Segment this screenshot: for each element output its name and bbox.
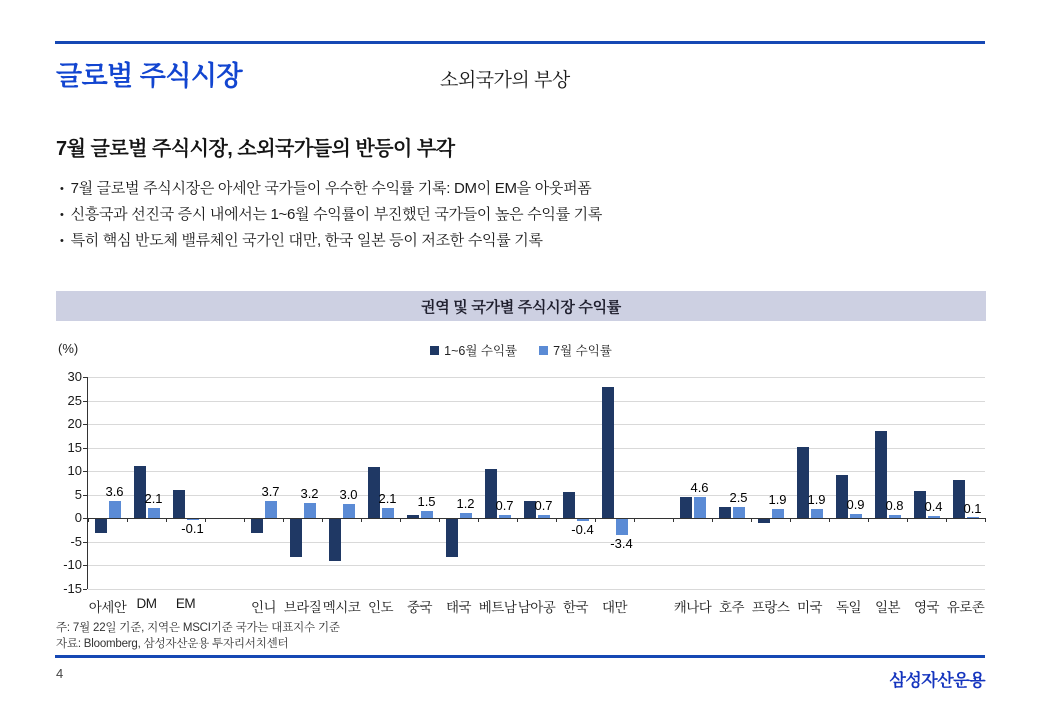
bar-h1-인니 — [251, 519, 263, 533]
bar-h1-프랑스 — [758, 519, 770, 523]
x-axis-label: 베트남 — [478, 600, 517, 615]
data-label: -3.4 — [610, 536, 633, 552]
data-label: 3.0 — [339, 487, 358, 503]
x-axis-tick — [868, 518, 869, 522]
data-label: 0.8 — [885, 497, 904, 513]
x-axis-label: 남아공 — [517, 600, 556, 615]
gridline — [88, 565, 985, 566]
bar-h1-미국 — [797, 447, 809, 518]
x-axis-tick — [595, 518, 596, 522]
y-axis-tick-label: -5 — [70, 533, 82, 549]
x-axis-tick — [361, 518, 362, 522]
data-label: 3.6 — [105, 484, 124, 500]
bar-h1-브라질 — [290, 519, 302, 557]
bar-jul-호주 — [733, 507, 745, 519]
x-axis-label: 호주 — [718, 600, 745, 615]
legend-label: 7월 수익률 — [553, 344, 612, 358]
y-axis-tick — [83, 589, 87, 590]
legend-label: 1~6월 수익률 — [444, 344, 518, 358]
bar-jul-대만 — [616, 519, 628, 535]
y-axis-tick-label: 20 — [67, 416, 82, 432]
page-number: 4 — [56, 666, 64, 681]
bar-jul-아세안 — [109, 501, 121, 518]
data-label: 1.5 — [417, 494, 436, 510]
bar-jul-일본 — [889, 515, 901, 519]
data-label: -0.1 — [181, 520, 204, 536]
chart-legend — [56, 341, 986, 359]
gridline — [88, 424, 985, 425]
bar-jul-태국 — [460, 513, 472, 519]
chart — [56, 335, 986, 620]
y-axis-tick-label: 5 — [74, 486, 82, 502]
x-axis-tick — [712, 518, 713, 522]
x-axis-tick — [751, 518, 752, 522]
x-axis-tick — [634, 518, 635, 522]
bar-h1-EM — [173, 490, 185, 519]
bullet-item — [60, 202, 602, 228]
y-axis-tick-label: 30 — [67, 369, 82, 384]
y-axis-line — [87, 377, 88, 589]
x-axis-tick — [673, 518, 674, 522]
x-axis-label: 인도 — [367, 600, 394, 615]
bullet-list — [60, 176, 602, 254]
bullet-icon: • — [60, 209, 64, 221]
gridline — [88, 401, 985, 402]
data-label: 2.5 — [729, 489, 748, 505]
data-label: 0.9 — [846, 497, 865, 513]
x-axis-label: EM — [175, 596, 196, 611]
x-axis-label: 영국 — [913, 600, 940, 615]
x-axis-tick — [439, 518, 440, 522]
bar-h1-한국 — [563, 492, 575, 518]
data-label: 3.2 — [300, 486, 319, 502]
data-label: 1.9 — [768, 492, 787, 508]
y-axis-tick-label: -10 — [63, 557, 82, 573]
gridline — [88, 589, 985, 590]
y-axis-tick-label: 0 — [74, 510, 82, 526]
data-label: 4.6 — [690, 479, 709, 495]
legend-item-series2 — [539, 341, 612, 359]
bar-h1-중국 — [407, 515, 419, 519]
bar-jul-영국 — [928, 516, 940, 518]
x-axis-label: 독일 — [835, 600, 862, 615]
y-axis-tick-label: 25 — [67, 392, 82, 408]
gridline — [88, 495, 985, 496]
data-label: 2.1 — [378, 491, 397, 507]
x-axis-tick — [88, 518, 89, 522]
data-label: 2.1 — [144, 491, 163, 507]
bar-jul-캐나다 — [694, 497, 706, 519]
x-axis-tick — [790, 518, 791, 522]
gridline — [88, 471, 985, 472]
bar-h1-태국 — [446, 519, 458, 557]
x-axis-label: 아세안 — [88, 600, 127, 615]
bar-jul-인도 — [382, 508, 394, 518]
x-axis-label: 브라질 — [283, 600, 322, 615]
legend-swatch-blue — [539, 346, 548, 355]
x-axis-tick — [127, 518, 128, 522]
legend-item-series1 — [430, 341, 517, 359]
x-axis-tick — [205, 518, 206, 522]
bar-jul-한국 — [577, 519, 589, 521]
data-label: -0.4 — [571, 522, 594, 538]
x-axis-label: 태국 — [445, 600, 472, 615]
x-axis-tick — [400, 518, 401, 522]
chart-plot-area — [88, 377, 985, 589]
bar-jul-독일 — [850, 514, 862, 518]
x-axis-tick — [283, 518, 284, 522]
x-axis-label: DM — [136, 596, 157, 611]
data-label: 0.7 — [534, 498, 553, 514]
bar-h1-대만 — [602, 387, 614, 518]
zero-axis-line — [88, 518, 985, 519]
footnote-basis: 주: 7월 22일 기준, 지역은 MSCI기준 국가는 대표지수 기준 — [56, 622, 340, 634]
x-axis-label: 유로존 — [946, 600, 985, 615]
x-axis-tick — [946, 518, 947, 522]
x-axis-label: 멕시코 — [322, 600, 361, 615]
x-axis-label: 한국 — [562, 600, 589, 615]
x-axis-tick — [556, 518, 557, 522]
bar-jul-프랑스 — [772, 509, 784, 518]
y-axis-tick-label: 10 — [67, 463, 82, 479]
data-label: 0.1 — [963, 500, 982, 516]
x-axis-tick — [517, 518, 518, 522]
chart-title-band: 권역 및 국가별 주식시장 수익률 — [56, 291, 986, 321]
bullet-item — [60, 176, 602, 202]
bar-jul-브라질 — [304, 503, 316, 518]
bar-jul-미국 — [811, 509, 823, 518]
x-axis-tick — [322, 518, 323, 522]
legend-swatch-navy — [430, 346, 439, 355]
bar-h1-멕시코 — [329, 519, 341, 561]
x-axis-label: 미국 — [796, 600, 823, 615]
bullet-text: 특히 핵심 반도체 밸류체인 국가인 대만, 한국 일본 등이 저조한 수익률 기록 — [70, 232, 543, 249]
x-axis-label: 중국 — [406, 600, 433, 615]
footnote-source: 자료: Bloomberg, 삼성자산운용 투자리서치센터 — [56, 638, 289, 650]
bullet-icon: • — [60, 235, 64, 247]
page-title: 글로벌 주식시장 — [56, 61, 243, 91]
footnotes — [56, 620, 340, 652]
data-label: 0.4 — [924, 499, 943, 515]
x-axis-tick — [829, 518, 830, 522]
bar-jul-DM — [148, 508, 160, 518]
data-label: 1.9 — [807, 492, 826, 508]
data-label: 1.2 — [456, 495, 475, 511]
bar-h1-캐나다 — [680, 497, 692, 518]
data-label: 0.7 — [495, 498, 514, 514]
bottom-divider — [55, 655, 985, 658]
y-axis-tick-label: -15 — [63, 581, 82, 596]
x-axis-tick — [166, 518, 167, 522]
page-subtitle: 소외국가의 부상 — [440, 70, 570, 91]
bar-h1-호주 — [719, 507, 731, 518]
x-axis-label: 일본 — [874, 600, 901, 615]
gridline — [88, 448, 985, 449]
x-axis-label: 캐나다 — [673, 600, 712, 615]
bar-jul-멕시코 — [343, 504, 355, 518]
x-axis-label: 인니 — [250, 600, 277, 615]
company-logo: 삼성자산운용 — [889, 671, 985, 690]
bar-jul-베트남 — [499, 515, 511, 518]
y-axis-unit-label: (%) — [58, 341, 79, 356]
bar-jul-인니 — [265, 501, 277, 518]
bullet-text: 신흥국과 선진국 증시 내에서는 1~6월 수익률이 부진했던 국가들이 높은 수익률 기록 — [70, 206, 603, 223]
bullet-text: 7월 글로벌 주식시장은 아세안 국가들이 우수한 수익률 기록: DM이 EM을 아웃퍼폼 — [70, 180, 592, 197]
gridline — [88, 377, 985, 378]
y-axis-tick-label: 15 — [67, 439, 82, 455]
bar-jul-유로존 — [967, 517, 979, 518]
x-axis-label: 프랑스 — [751, 600, 790, 615]
x-axis-tick — [244, 518, 245, 522]
bar-jul-남아공 — [538, 515, 550, 518]
bar-h1-아세안 — [95, 519, 107, 533]
bar-jul-중국 — [421, 511, 433, 518]
x-axis-tick — [985, 518, 986, 522]
x-axis-label: 대만 — [601, 600, 628, 615]
x-axis-tick — [907, 518, 908, 522]
x-axis-labels — [88, 596, 985, 616]
x-axis-tick — [478, 518, 479, 522]
bullet-icon: • — [60, 183, 64, 195]
data-label: 3.7 — [261, 483, 280, 499]
section-heading: 7월 글로벌 주식시장, 소외국가들의 반등이 부각 — [56, 138, 455, 160]
gridline — [88, 542, 985, 543]
top-divider — [55, 41, 985, 44]
bullet-item — [60, 228, 602, 254]
